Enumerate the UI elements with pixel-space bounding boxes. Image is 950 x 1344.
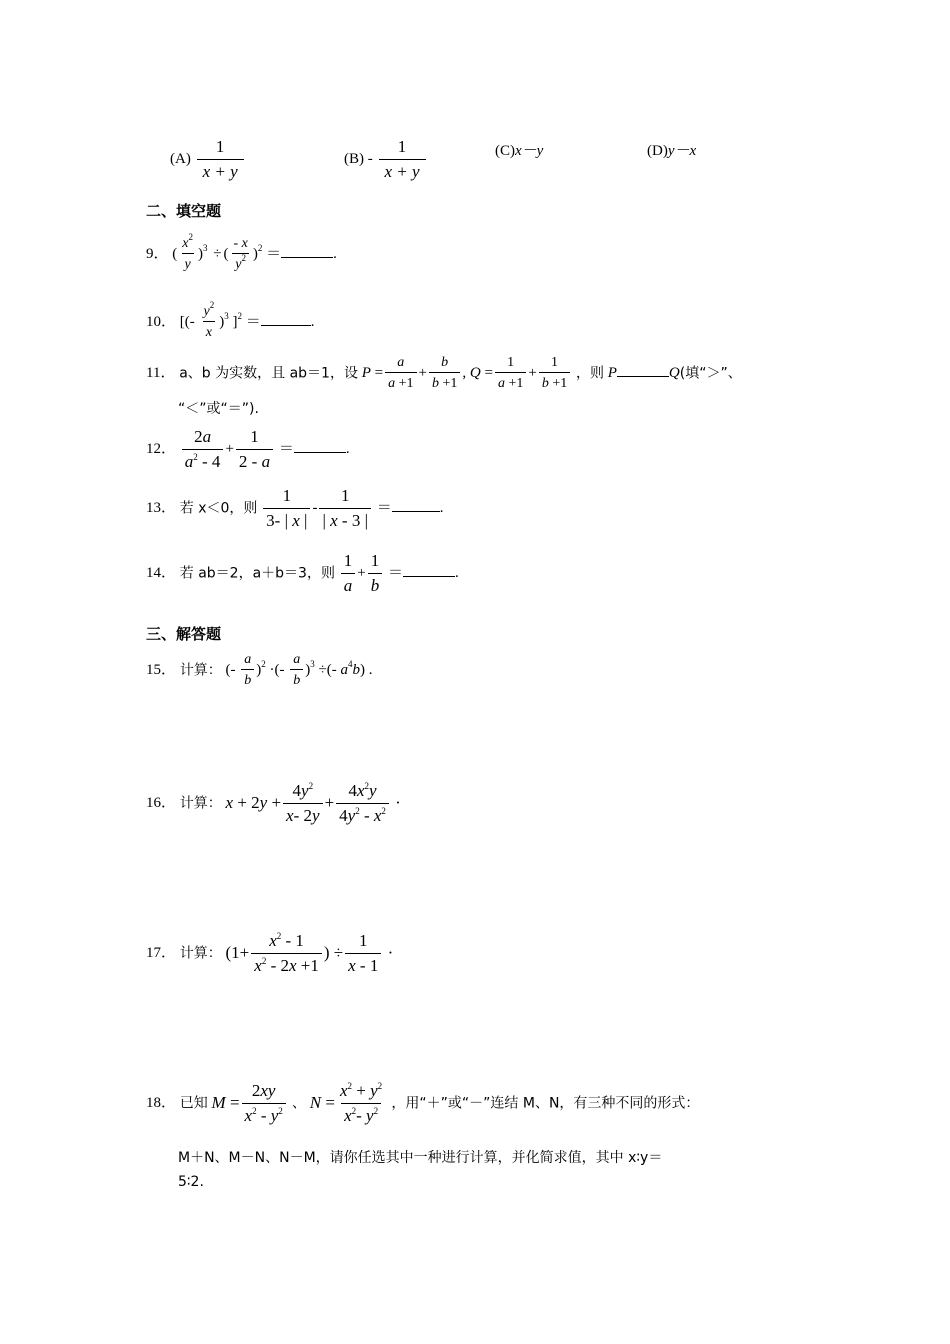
question-16-text: 计算： — [179, 795, 222, 812]
question-14-text: 若 ab＝2，a＋b＝3，则 — [179, 565, 335, 582]
section-heading-fill-in: 二、填空题 — [146, 202, 222, 220]
option-c — [495, 144, 543, 159]
question-18-separator: 、 — [292, 1095, 307, 1112]
option-c-expression: x－y — [515, 143, 544, 159]
question-17-expression: (1+ $\frac{x^2 - 1}{x^2 - 2x +1}$ ) ÷ $\frac{1}{x - 1}$ · — [225, 931, 394, 975]
question-12-number: 12． — [146, 441, 177, 458]
question-17-number: 17． — [146, 945, 177, 962]
question-16-expression: x + 2y + $\frac{4y^2}{x- 2y}$ + $\frac{4x^2y}{4y^2 - x^2}$ · — [225, 781, 401, 825]
question-11-text: a、b 为实数，且 ab＝1，设 — [179, 365, 358, 382]
question-18-text: 已知 — [179, 1095, 208, 1112]
question-18-expression-n: N = $\frac{x^2 + y^2}{x^2- y^2}$ — [309, 1081, 383, 1125]
option-a-label: (A) — [170, 151, 191, 168]
question-9 — [146, 232, 337, 273]
question-13-expression: $\frac{1}{3- | x |}$ - $\frac{1}{| x - 3 |}$ ＝ . — [261, 500, 443, 516]
question-11 — [146, 355, 742, 392]
question-17 — [146, 932, 393, 975]
question-11-text-then: ，则 — [575, 365, 604, 382]
question-18-text-instruction: ，用“＋”或“－”连结 M、N，有三种不同的形式： — [391, 1095, 700, 1112]
option-b-denominator: x + y — [379, 159, 426, 182]
question-18-line-2: M＋N、M－N、N－M，请你任选其中一种进行计算，并化简求值，其中 x∶y＝ — [178, 1150, 663, 1166]
question-11-expression: P = $\frac{a}{a +1}$ + $\frac{b}{b +1}$ , Q = $\frac{1}{a +1}$ + $\frac{1}{b +1}$ — [362, 365, 576, 381]
option-d — [647, 144, 696, 159]
question-11-number: 11． — [146, 364, 176, 381]
option-a-fraction — [197, 138, 244, 181]
option-b — [344, 138, 428, 181]
question-12 — [146, 428, 350, 471]
question-18 — [146, 1082, 699, 1125]
question-15-text: 计算： — [179, 662, 222, 679]
question-18-number: 18． — [146, 1095, 177, 1112]
question-11-blank: P Q — [607, 364, 680, 381]
question-14-expression: $\frac{1}{a}$ + $\frac{1}{b}$ ＝ . — [339, 565, 459, 581]
question-18-line-3: 5∶2. — [178, 1174, 204, 1190]
question-9-number: 9． — [146, 245, 169, 262]
question-16-number: 16． — [146, 795, 177, 812]
option-a-denominator: x + y — [197, 159, 244, 182]
question-9-expression: ( $\frac{x^2}{y}$ )$^3$ ÷ ( $\frac{- x}{y^2}$ )$^2$ ＝ . — [172, 232, 337, 273]
question-10 — [146, 300, 315, 341]
question-13-text: 若 x＜0，则 — [179, 500, 258, 517]
question-14-number: 14． — [146, 565, 177, 582]
option-b-fraction — [379, 138, 426, 181]
question-12-expression: $\frac{2a}{a^2 - 4}$ + $\frac{1}{2 - a}$ ＝ . — [180, 441, 350, 457]
question-11-text-hint: (填“＞”、 — [679, 365, 742, 382]
option-b-sign: - — [367, 151, 373, 168]
option-a-numerator: 1 — [215, 137, 225, 156]
question-10-number: 10． — [146, 313, 177, 330]
question-10-expression: [(- $\frac{y^2}{x}$ )$^3$ ]$^2$ ＝ . — [179, 300, 315, 341]
question-15 — [146, 652, 373, 689]
question-15-number: 15． — [146, 661, 177, 678]
question-15-expression: (- $\frac{a}{b}$ )$^2$ ·(- $\frac{a}{b}$ )$^3$ ÷(- $a^4b$) . — [225, 652, 373, 689]
question-13 — [146, 487, 444, 530]
option-d-label: (D) — [647, 143, 668, 159]
question-17-text: 计算： — [179, 945, 222, 962]
option-a — [170, 138, 246, 181]
option-c-label: (C) — [495, 143, 515, 159]
option-b-label: (B) — [344, 151, 364, 168]
option-b-numerator: 1 — [397, 137, 407, 156]
question-18-expression-m: M = $\frac{2xy}{x^2 - y^2}$ — [212, 1093, 293, 1112]
option-d-expression: y－x — [667, 143, 697, 159]
question-14 — [146, 552, 459, 595]
question-13-number: 13． — [146, 500, 177, 517]
question-16 — [146, 782, 401, 825]
section-heading-problems: 三、解答题 — [146, 625, 222, 643]
question-11-continuation: “＜”或“＝”). — [178, 401, 259, 417]
